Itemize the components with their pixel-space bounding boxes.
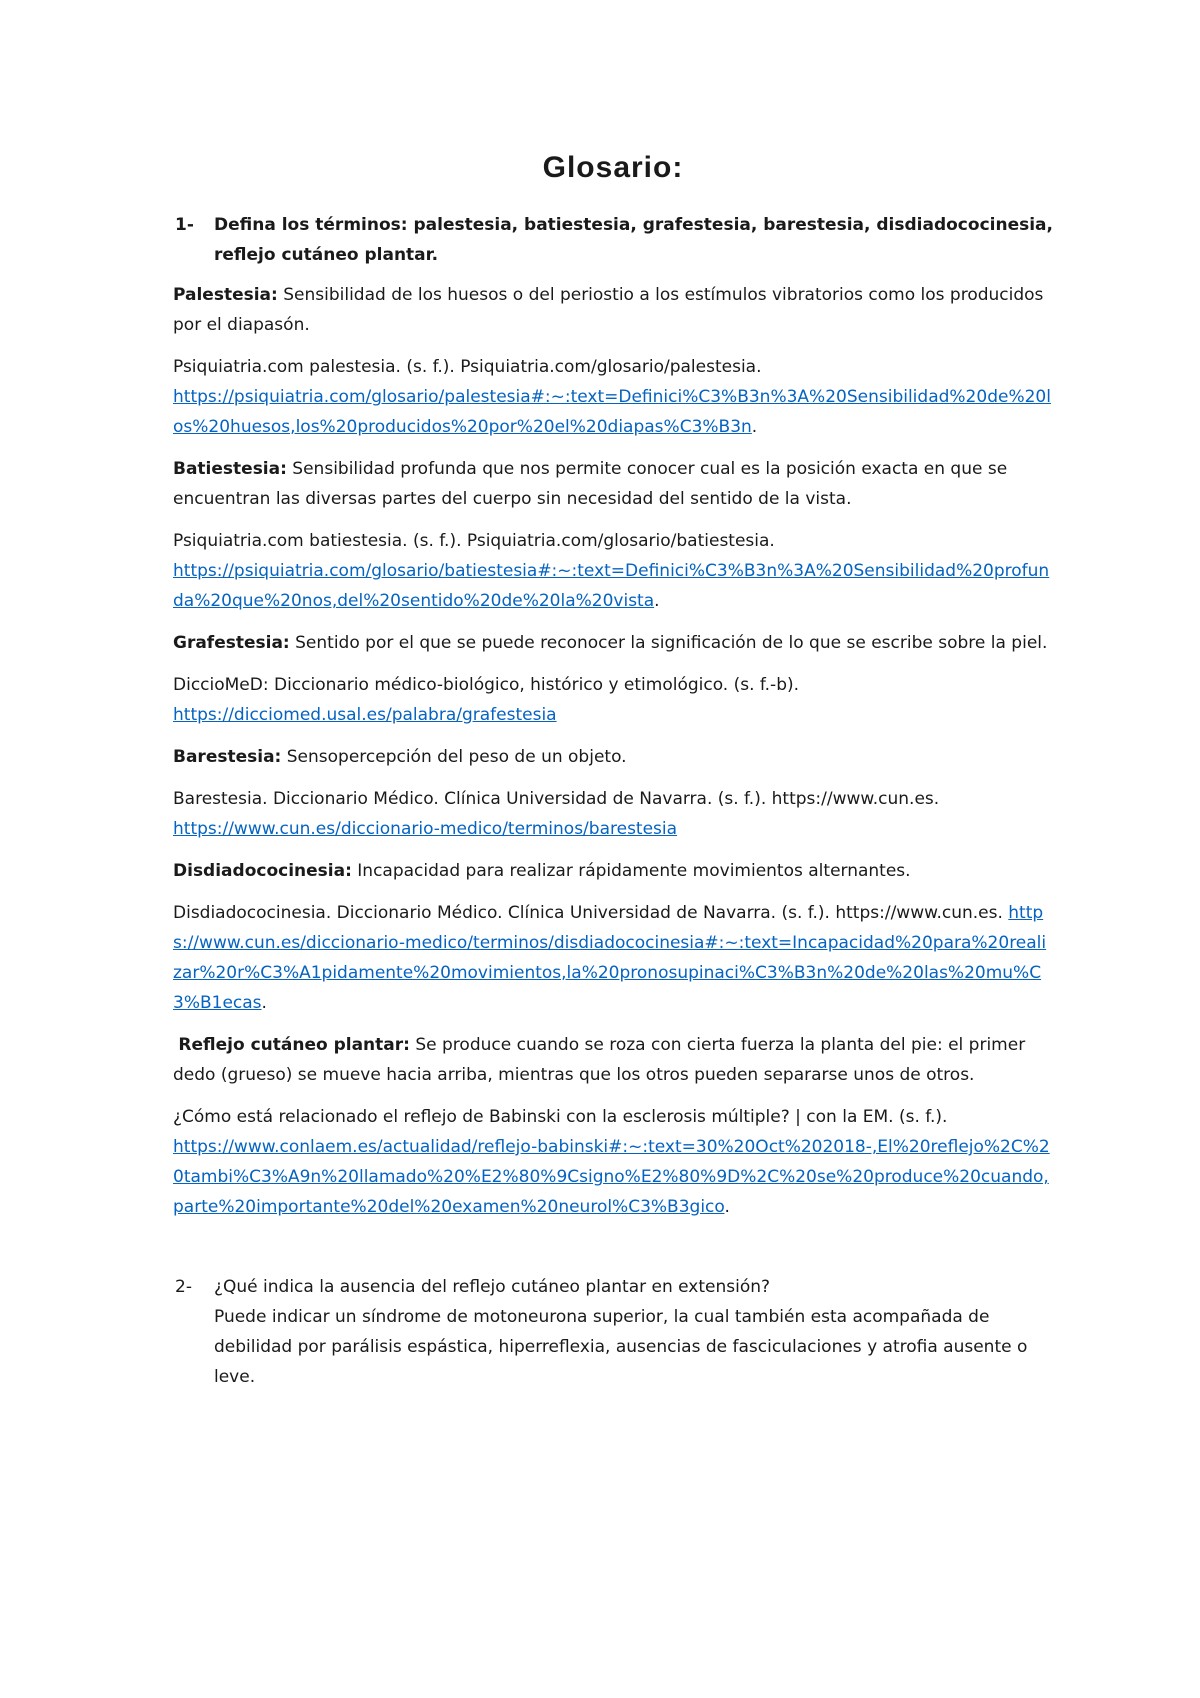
link-reflejo-babinski[interactable]: https://www.conlaem.es/actualidad/reflejo-babinski#:~:text=30%20Oct%202018-,El%20reflejo%2C%20tambi%C3%A9n%20llamado%20%E2%80%9Csigno%E2%80%9D%2C%20se%20produce%20cuando,parte%20importante%20del%20examen%20neurol%C3%B3gico bbox=[173, 1137, 1050, 1217]
definition-text: Sensopercepción del peso de un objeto. bbox=[281, 747, 627, 767]
term-reflejo-cutaneo-plantar: Reflejo cutáneo plantar: bbox=[178, 1035, 410, 1055]
question-2-number: 2- bbox=[175, 1277, 192, 1297]
link-suffix: . bbox=[724, 1197, 730, 1217]
definition-reflejo-cutaneo-plantar bbox=[173, 1030, 1053, 1090]
citation-text: Psiquiatria.com palestesia. (s. f.). Psiquiatria.com/glosario/palestesia. bbox=[173, 357, 762, 377]
question-1-text: Defina los términos: palestesia, batiestesia, grafestesia, barestesia, disdiadococinesia, reflejo cutáneo plantar. bbox=[214, 215, 1053, 265]
link-batiestesia[interactable]: https://psiquiatria.com/glosario/batiestesia#:~:text=Definici%C3%B3n%3A%20Sensibilidad%20profunda%20que%20nos,del%20sentido%20de%20la%20vista bbox=[173, 561, 1050, 611]
term-barestesia: Barestesia: bbox=[173, 747, 282, 767]
citation-barestesia bbox=[173, 784, 1053, 844]
question-1 bbox=[173, 210, 1053, 270]
citation-disdiadococinesia bbox=[173, 898, 1053, 1018]
definition-palestesia bbox=[173, 280, 1053, 340]
citation-text: DiccioMeD: Diccionario médico-biológico, histórico y etimológico. (s. f.-b). bbox=[173, 675, 800, 695]
definition-batiestesia bbox=[173, 454, 1053, 514]
term-palestesia: Palestesia: bbox=[173, 285, 278, 305]
link-suffix: . bbox=[261, 993, 267, 1013]
definition-text: Se produce cuando se roza con cierta fuerza la planta del pie: el primer dedo (grueso) se mueve hacia arriba, mientras que los otros pueden separarse unos de otros. bbox=[173, 1035, 1026, 1085]
definition-text: Sensibilidad profunda que nos permite conocer cual es la posición exacta en que se encuentran las diversas partes del cuerpo sin necesidad del sentido de la vista. bbox=[173, 459, 1008, 509]
link-barestesia[interactable]: https://www.cun.es/diccionario-medico/terminos/barestesia bbox=[173, 819, 678, 839]
definition-text: Sensibilidad de los huesos o del periostio a los estímulos vibratorios como los producidos por el diapasón. bbox=[173, 285, 1044, 335]
citation-text: Psiquiatria.com batiestesia. (s. f.). Psiquiatria.com/glosario/batiestesia. bbox=[173, 531, 775, 551]
term-grafestesia: Grafestesia: bbox=[173, 633, 290, 653]
citation-grafestesia bbox=[173, 670, 1053, 730]
page-title: Glosario: bbox=[542, 151, 684, 184]
citation-text: Disdiadococinesia. Diccionario Médico. Clínica Universidad de Navarra. (s. f.). https://www.cun.es. bbox=[173, 903, 1003, 923]
link-grafestesia[interactable]: https://dicciomed.usal.es/palabra/grafestesia bbox=[173, 705, 557, 725]
question-2-text: ¿Qué indica la ausencia del reflejo cutáneo plantar en extensión? bbox=[214, 1277, 771, 1297]
definition-text: Incapacidad para realizar rápidamente movimientos alternantes. bbox=[351, 861, 911, 881]
definition-barestesia bbox=[173, 742, 1053, 772]
question-2-answer: Puede indicar un síndrome de motoneurona superior, la cual también esta acompañada de debilidad por parálisis espástica, hiperreflexia, ausencias de fasciculaciones y atrofia ausente o leve. bbox=[214, 1307, 1028, 1387]
question-2 bbox=[173, 1272, 1053, 1392]
term-batiestesia: Batiestesia: bbox=[173, 459, 287, 479]
citation-reflejo-cutaneo-plantar bbox=[173, 1102, 1053, 1222]
citation-text: ¿Cómo está relacionado el reflejo de Babinski con la esclerosis múltiple? | con la EM. (s. f.). bbox=[173, 1107, 948, 1127]
citation-text: Barestesia. Diccionario Médico. Clínica Universidad de Navarra. (s. f.). https://www.cun.es. bbox=[173, 789, 940, 809]
term-disdiadococinesia: Disdiadococinesia: bbox=[173, 861, 352, 881]
definition-disdiadococinesia bbox=[173, 856, 1053, 886]
link-suffix: . bbox=[654, 591, 660, 611]
link-palestesia[interactable]: https://psiquiatria.com/glosario/palestesia#:~:text=Definici%C3%B3n%3A%20Sensibilidad%20de%20los%20huesos,los%20producidos%20por%20el%20diapas%C3%B3n bbox=[173, 387, 1051, 437]
definition-text: Sentido por el que se puede reconocer la significación de lo que se escribe sobre la piel. bbox=[289, 633, 1048, 653]
link-disdiadococinesia[interactable]: https://www.cun.es/diccionario-medico/terminos/disdiadococinesia#:~:text=Incapacidad%20para%20realizar%20r%C3%A1pidamente%20movimientos,la%20pronosupinaci%C3%B3n%20de%20las%20mu%C3%B1ecas bbox=[173, 903, 1047, 1013]
question-1-number: 1- bbox=[175, 215, 194, 235]
citation-batiestesia bbox=[173, 526, 1053, 616]
document-page bbox=[173, 150, 1053, 1402]
citation-palestesia bbox=[173, 352, 1053, 442]
link-suffix: . bbox=[751, 417, 758, 437]
spacer bbox=[173, 1234, 1053, 1272]
definition-grafestesia bbox=[173, 628, 1053, 658]
